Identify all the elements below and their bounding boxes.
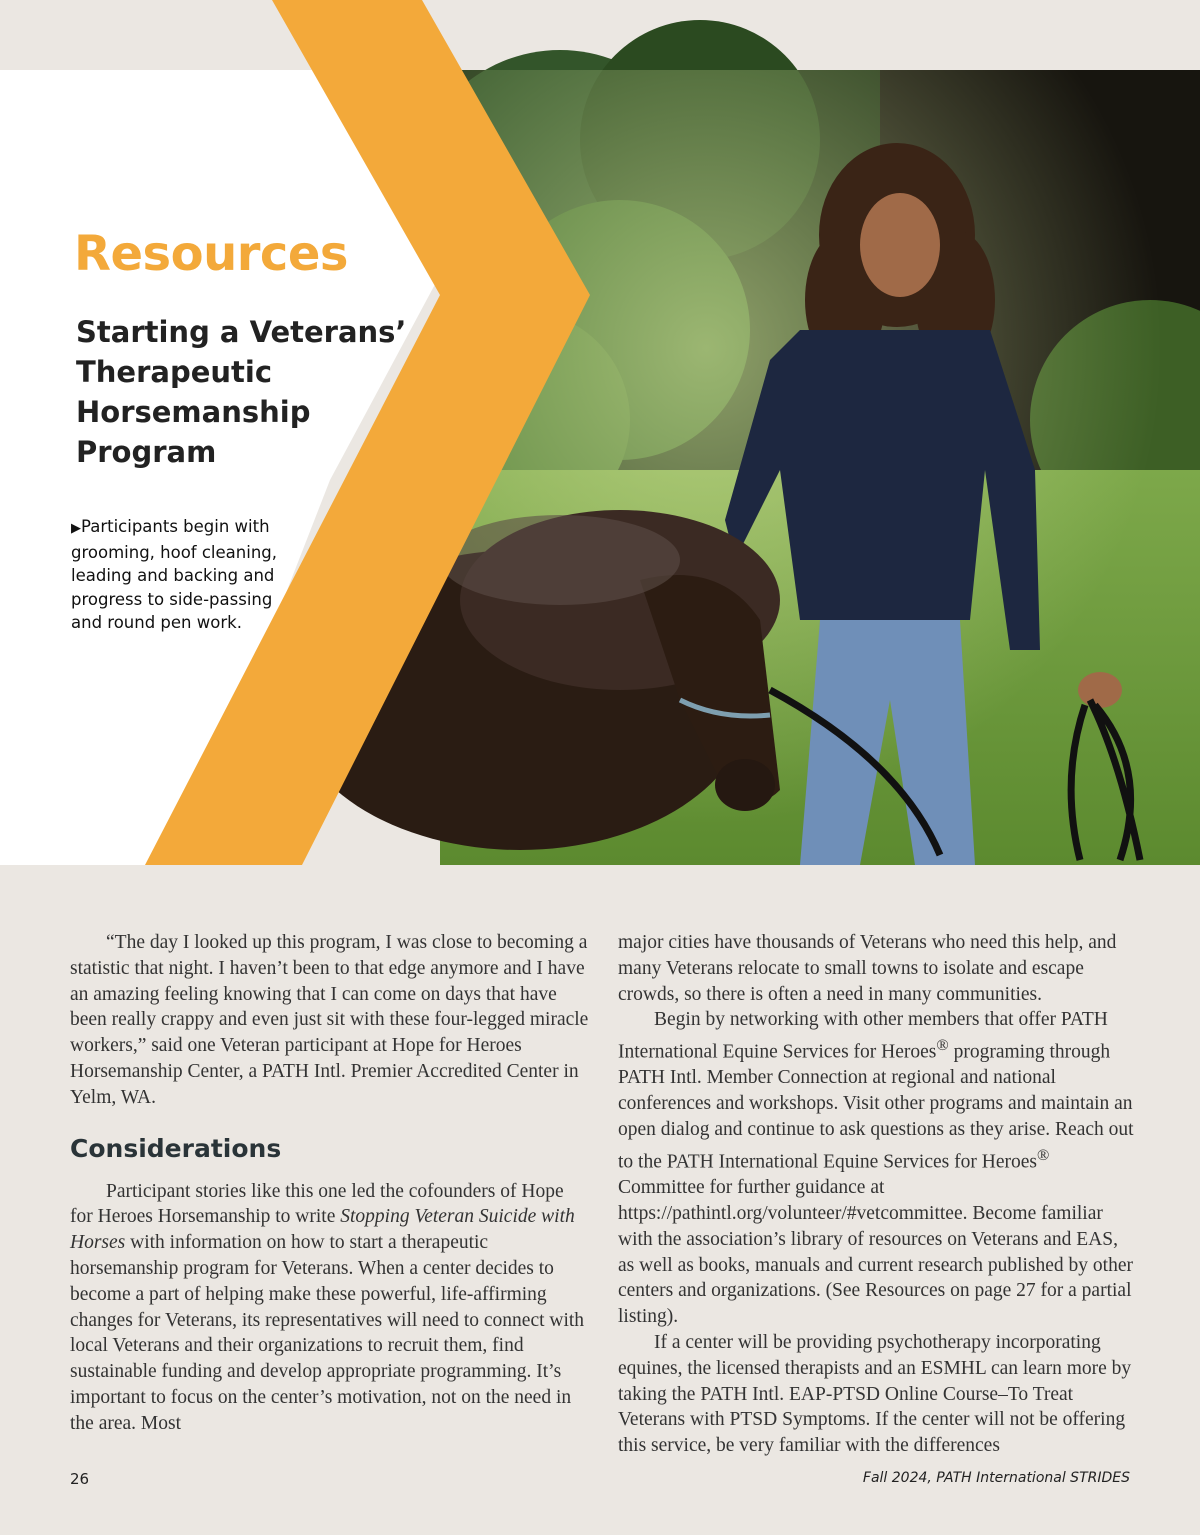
section-title: Resources	[74, 226, 348, 282]
publication-name: Fall 2024, PATH International STRIDES	[862, 1470, 1130, 1486]
right-column	[618, 930, 1138, 1459]
left-column	[70, 930, 590, 1437]
p1-text: Participant stories like this one led the cofounders of Hope for Heroes Horsemanship to write	[70, 1180, 564, 1228]
p2-text-b: programing through PATH Intl. Member Connection at regional and national conferences and workshops. Visit other programs and maintain an open dialog and continue to ask questions as they arise. Reach out to the PATH International Equine Services for Heroes	[618, 1041, 1134, 1173]
p2-text-a: Begin by networking with other members that offer PATH International Equine Services for Heroes	[618, 1009, 1108, 1063]
triangle-right-icon: ▶	[71, 521, 81, 536]
paragraph-continued: major cities have thousands of Veterans who need this help, and many Veterans relocate to small towns to isolate and escape crowds, so there is often a need in many communities.	[618, 932, 1117, 1005]
paragraph-considerations	[70, 1179, 590, 1437]
p2-text-c: Committee for further guidance at https://pathintl.org/volunteer/#vetcommittee. Become familiar with the association’s library of resources on Veterans and EAS, as well as books, manuals and current research published by other centers and organizations. (See Resources on page 27 for a partial listing).	[618, 1177, 1133, 1328]
photo-caption	[71, 515, 301, 635]
book-title: Stopping Veteran Suicide with Horses	[70, 1206, 575, 1254]
caption-text: Participants begin with grooming, hoof cleaning, leading and backing and progress to side-passing and round pen work.	[71, 517, 278, 632]
paragraph-psychotherapy: If a center will be providing psychotherapy incorporating equines, the licensed therapists and an ESMHL can learn more by taking the PATH Intl. EAP-PTSD Online Course–To Treat Veterans with PTSD Symptoms. If the center will not be offering this service, be very familiar with the differences	[618, 1331, 1132, 1457]
registered-mark: ®	[936, 1036, 949, 1055]
article-title: Starting a Veterans’ Therapeutic Horsemanship Program	[76, 315, 407, 469]
paragraph-networking	[618, 1007, 1138, 1330]
page-number: 26	[70, 1470, 90, 1488]
considerations-heading: Considerations	[70, 1133, 282, 1163]
opening-quote: “The day I looked up this program, I was close to becoming a statistic that night. I haven’t been to that edge anymore and I have an amazing feeling knowing that I can come on days that have been really crappy and even just sit with these four-legged miracle workers,” said one Veteran participant at Hope for Heroes Horsemanship Center, a PATH Intl. Premier Accredited Center in Yelm, WA.	[70, 932, 589, 1108]
p1-text-cont: with information on how to start a therapeutic horsemanship program for Veterans. When a center decides to become a part of helping make these powerful, life-affirming changes for Veterans, its representatives will need to connect with local Veterans and their organizations to recruit them, find sustainable funding and develop appropriate programming. It’s important to focus on the center’s motivation, not on the need in the area. Most	[70, 1232, 585, 1434]
registered-mark: ®	[1036, 1145, 1050, 1164]
